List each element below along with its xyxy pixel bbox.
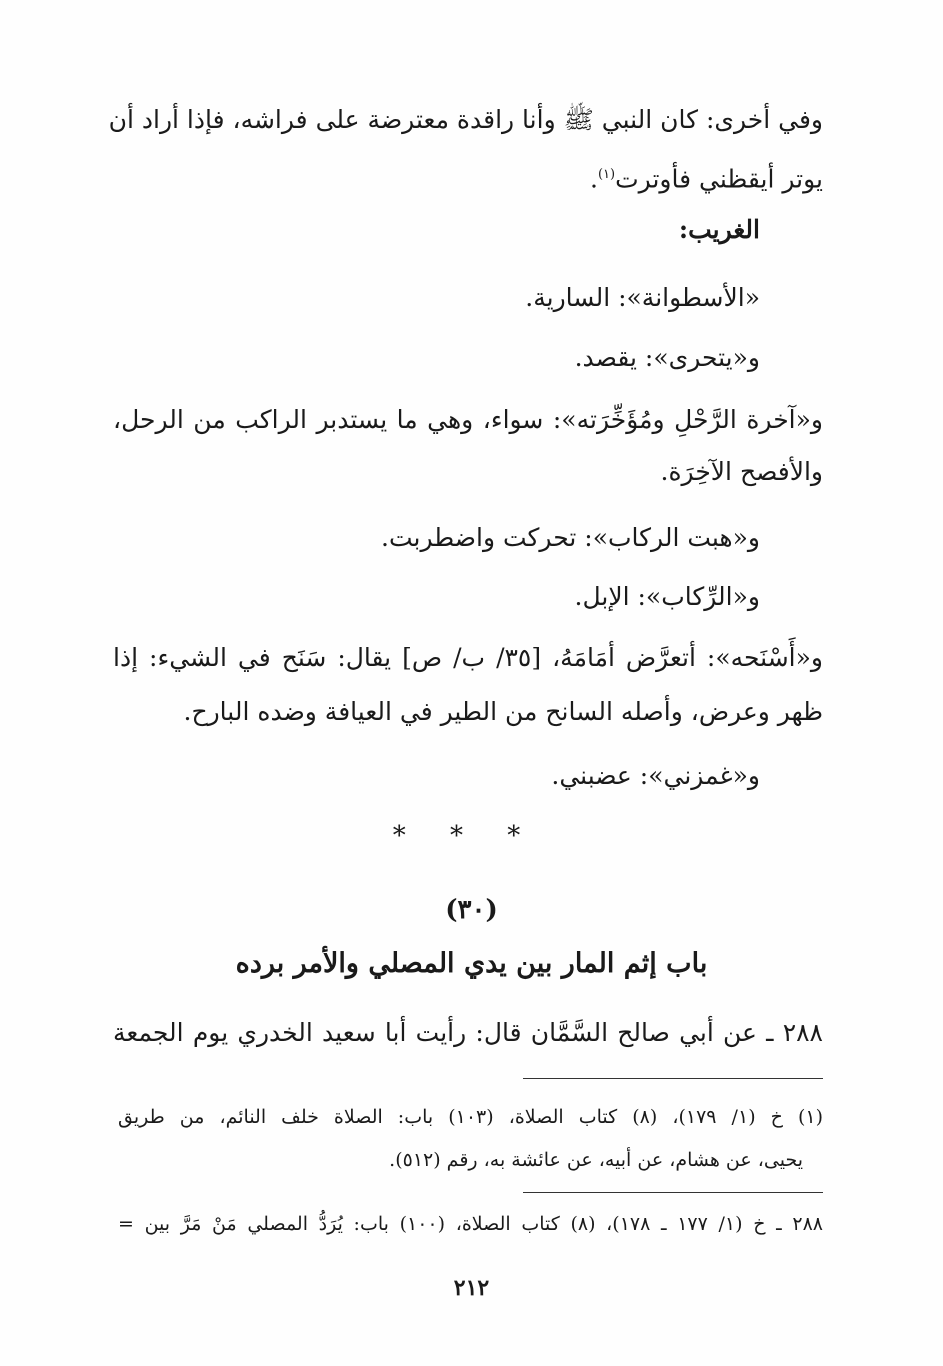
- body-line-2-text: يوتر أيقظني فأوترت: [615, 164, 823, 194]
- gloss-akhira-line-1: و«آخرة الرَّحْلِ ومُؤَخِّرَته»: سواء، وهي ما يستدبر الراكب من الرحل،: [113, 405, 823, 434]
- gloss-akhira-line-2: والأفصح الآخِرَة.: [660, 457, 823, 486]
- gloss-ustuwana: «الأسطوانة»: السارية.: [525, 283, 760, 312]
- gloss-asnahu-line-1: و«أَسْنَحه»: أتعرَّض أمَامَهُ، [٣٥/ ب/ ص] يقال: سَنَح في الشيء: إذا: [113, 643, 823, 672]
- gloss-yatahara: و«يتحرى»: يقصد.: [574, 343, 760, 372]
- chapter-title: باب إثم المار بين يدي المصلي والأمر برده: [235, 948, 708, 979]
- gloss-asnahu-line-2: ظهر وعرض، وأصله السانح من الطير في العيافة وضده البارح.: [183, 697, 823, 726]
- body-line-2-end: .: [590, 164, 598, 194]
- body-line-2: [113, 155, 823, 199]
- gloss-habbat: و«هبت الركاب»: تحركت واضطربت.: [381, 523, 760, 552]
- page-number: ٢١٢: [453, 1275, 490, 1301]
- hadith-288-line: ٢٨٨ ـ عن أبي صالح السَّمَّان قال: رأيت أبا سعيد الخدري يوم الجمعة: [113, 1018, 823, 1047]
- gharib-heading: الغريب:: [678, 215, 760, 244]
- body-line-1: وفي أخرى: كان النبي ﷺ وأنا راقدة معترضة على فراشه، فإذا أراد أن: [108, 105, 823, 134]
- footnote-288: ٢٨٨ ـ خ (١/ ١٧٧ ـ ١٧٨)، (٨) كتاب الصلاة، (١٠٠) باب: يُرَدُّ المصلي مَنْ مَرَّ بين =: [118, 1213, 823, 1235]
- section-separator: * * *: [392, 821, 539, 851]
- gloss-rikab: و«الرِّكاب»: الإبل.: [574, 582, 760, 611]
- footnote-divider: [523, 1078, 823, 1079]
- gloss-ghamazani: و«غمزني»: عضبني.: [551, 761, 760, 790]
- chapter-number: (٣٠): [445, 895, 498, 925]
- footnote-1-line-1: (١) خ (١/ ١٧٩)، (٨) كتاب الصلاة، (١٠٣) باب: الصلاة خلف النائم، من طريق: [118, 1106, 824, 1128]
- footnote-1-line-2: يحيى، عن هشام، عن أبيه، عن عائشة به، رقم (٥١٢).: [389, 1149, 803, 1171]
- footnote-marker-1: (١): [597, 167, 616, 182]
- footnote-divider-2: [523, 1192, 823, 1193]
